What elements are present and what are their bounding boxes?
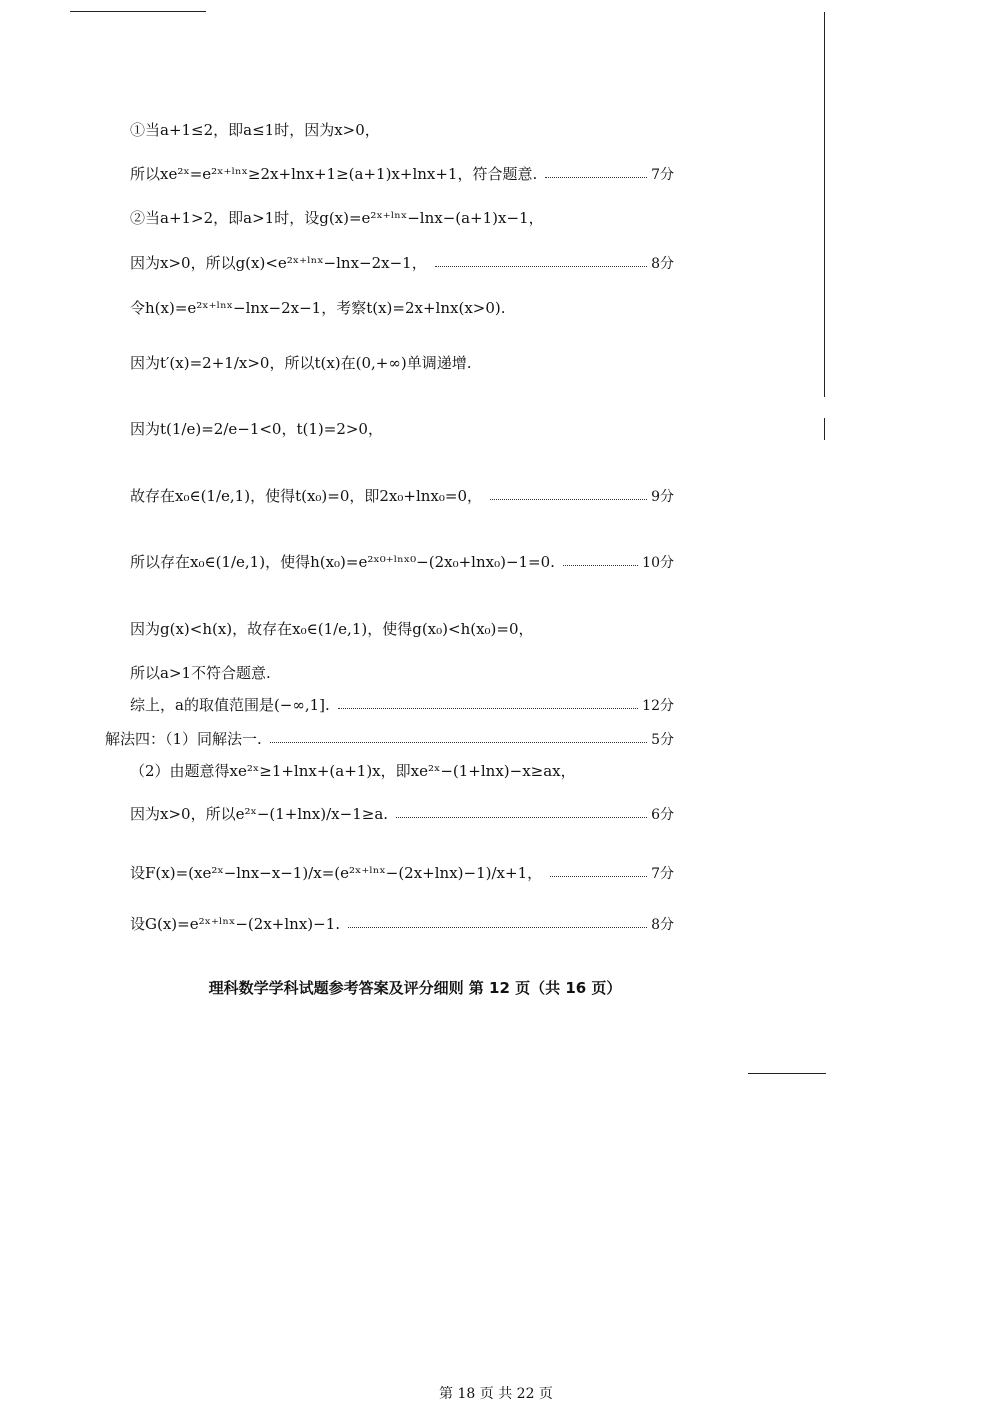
line-method-4: [105, 728, 674, 749]
dot-leader: [545, 177, 647, 178]
dot-leader: [338, 708, 638, 709]
line-exists-x0: [130, 485, 674, 506]
line-t-derivative: [130, 352, 674, 373]
line-case-1-conclusion: [130, 163, 674, 184]
dot-leader: [396, 817, 647, 818]
dot-leader: [348, 927, 647, 928]
right-margin-rule: [824, 12, 825, 397]
dot-leader: [490, 499, 647, 500]
line-define-F: [130, 862, 674, 883]
dot-leader: [435, 266, 647, 267]
line-case-2: [130, 207, 674, 228]
line-t-derivative-text: 因为t′(x)=2+1/x>0，所以t(x)在(0,+∞)单调递增.: [130, 354, 472, 372]
line-define-h: [130, 297, 674, 318]
line-t-values: [130, 418, 674, 439]
line-not-fit: [130, 662, 674, 683]
score-8: 8分: [651, 255, 674, 272]
line-define-G-text: 设G(x)=e²ˣ⁺ˡⁿˣ−(2x+lnx)−1.: [130, 915, 341, 933]
line-g-less-h-text: 因为g(x)<h(x)，故存在x₀∈(1/e,1)，使得g(x₀)<h(x₀)=0，: [130, 620, 534, 638]
line-case-2-text: ②当a+1>2，即a>1时，设g(x)=e²ˣ⁺ˡⁿˣ−lnx−(a+1)x−1，: [130, 209, 544, 227]
score-7: 7分: [651, 166, 674, 183]
score-10: 10分: [642, 554, 674, 571]
bottom-right-rule: [748, 1073, 826, 1074]
line-case-1-conclusion-text: 所以xe²ˣ=e²ˣ⁺ˡⁿˣ≥2x+lnx+1≥(a+1)x+lnx+1，符合题意.: [130, 165, 538, 183]
score-12: 12分: [642, 697, 674, 714]
line-define-G: [130, 913, 674, 934]
line-part-2: [130, 760, 674, 781]
line-method-4-text: 解法四：（1）同解法一.: [105, 730, 262, 748]
line-not-fit-text: 所以a>1不符合题意.: [130, 664, 271, 682]
line-summary-text: 综上，a的取值范围是(−∞,1].: [130, 696, 330, 714]
inner-footer-title: 理科数学学科试题参考答案及评分细则 第 12 页（共 16 页）: [208, 979, 622, 997]
line-case-1: [130, 119, 674, 140]
line-exists-x0-text: 故存在x₀∈(1/e,1)，使得t(x₀)=0，即2x₀+lnx₀=0，: [130, 487, 483, 505]
score-6: 6分: [651, 806, 674, 823]
dot-leader: [563, 565, 638, 566]
top-left-rule: [70, 11, 206, 12]
line-inequality: [130, 252, 674, 273]
line-h-x0: [130, 551, 674, 572]
line-summary: [130, 694, 674, 715]
line-t-values-text: 因为t(1/e)=2/e−1<0，t(1)=2>0，: [130, 420, 383, 438]
line-x-positive-text: 因为x>0，所以e²ˣ−(1+lnx)/x−1≥a.: [130, 805, 389, 823]
score-9: 9分: [651, 488, 674, 505]
score-5: 5分: [651, 731, 674, 748]
score-8b: 8分: [651, 916, 674, 933]
line-define-F-text: 设F(x)=(xe²ˣ−lnx−x−1)/x=(e²ˣ⁺ˡⁿˣ−(2x+lnx)−1)/x+1，: [130, 864, 543, 882]
page-number: 第 18 页 共 22 页: [439, 1386, 553, 1402]
dot-leader: [550, 876, 647, 877]
dot-leader: [270, 742, 647, 743]
line-case-1-text: ①当a+1≤2，即a≤1时，因为x>0，: [130, 121, 380, 139]
line-inequality-text: 因为x>0，所以g(x)<e²ˣ⁺ˡⁿˣ−lnx−2x−1，: [130, 254, 427, 272]
line-h-x0-text: 所以存在x₀∈(1/e,1)，使得h(x₀)=e²ˣ⁰⁺ˡⁿˣ⁰−(2x₀+lnx₀)−1=0.: [130, 553, 555, 571]
line-part-2-text: （2）由题意得xe²ˣ≥1+lnx+(a+1)x，即xe²ˣ−(1+lnx)−x≥ax，: [130, 762, 576, 780]
line-define-h-text: 令h(x)=e²ˣ⁺ˡⁿˣ−lnx−2x−1，考察t(x)=2x+lnx(x>0).: [130, 299, 506, 317]
line-x-positive: [130, 803, 674, 824]
score-7b: 7分: [651, 865, 674, 882]
line-g-less-h: [130, 618, 674, 639]
right-margin-rule-short: [824, 418, 825, 440]
